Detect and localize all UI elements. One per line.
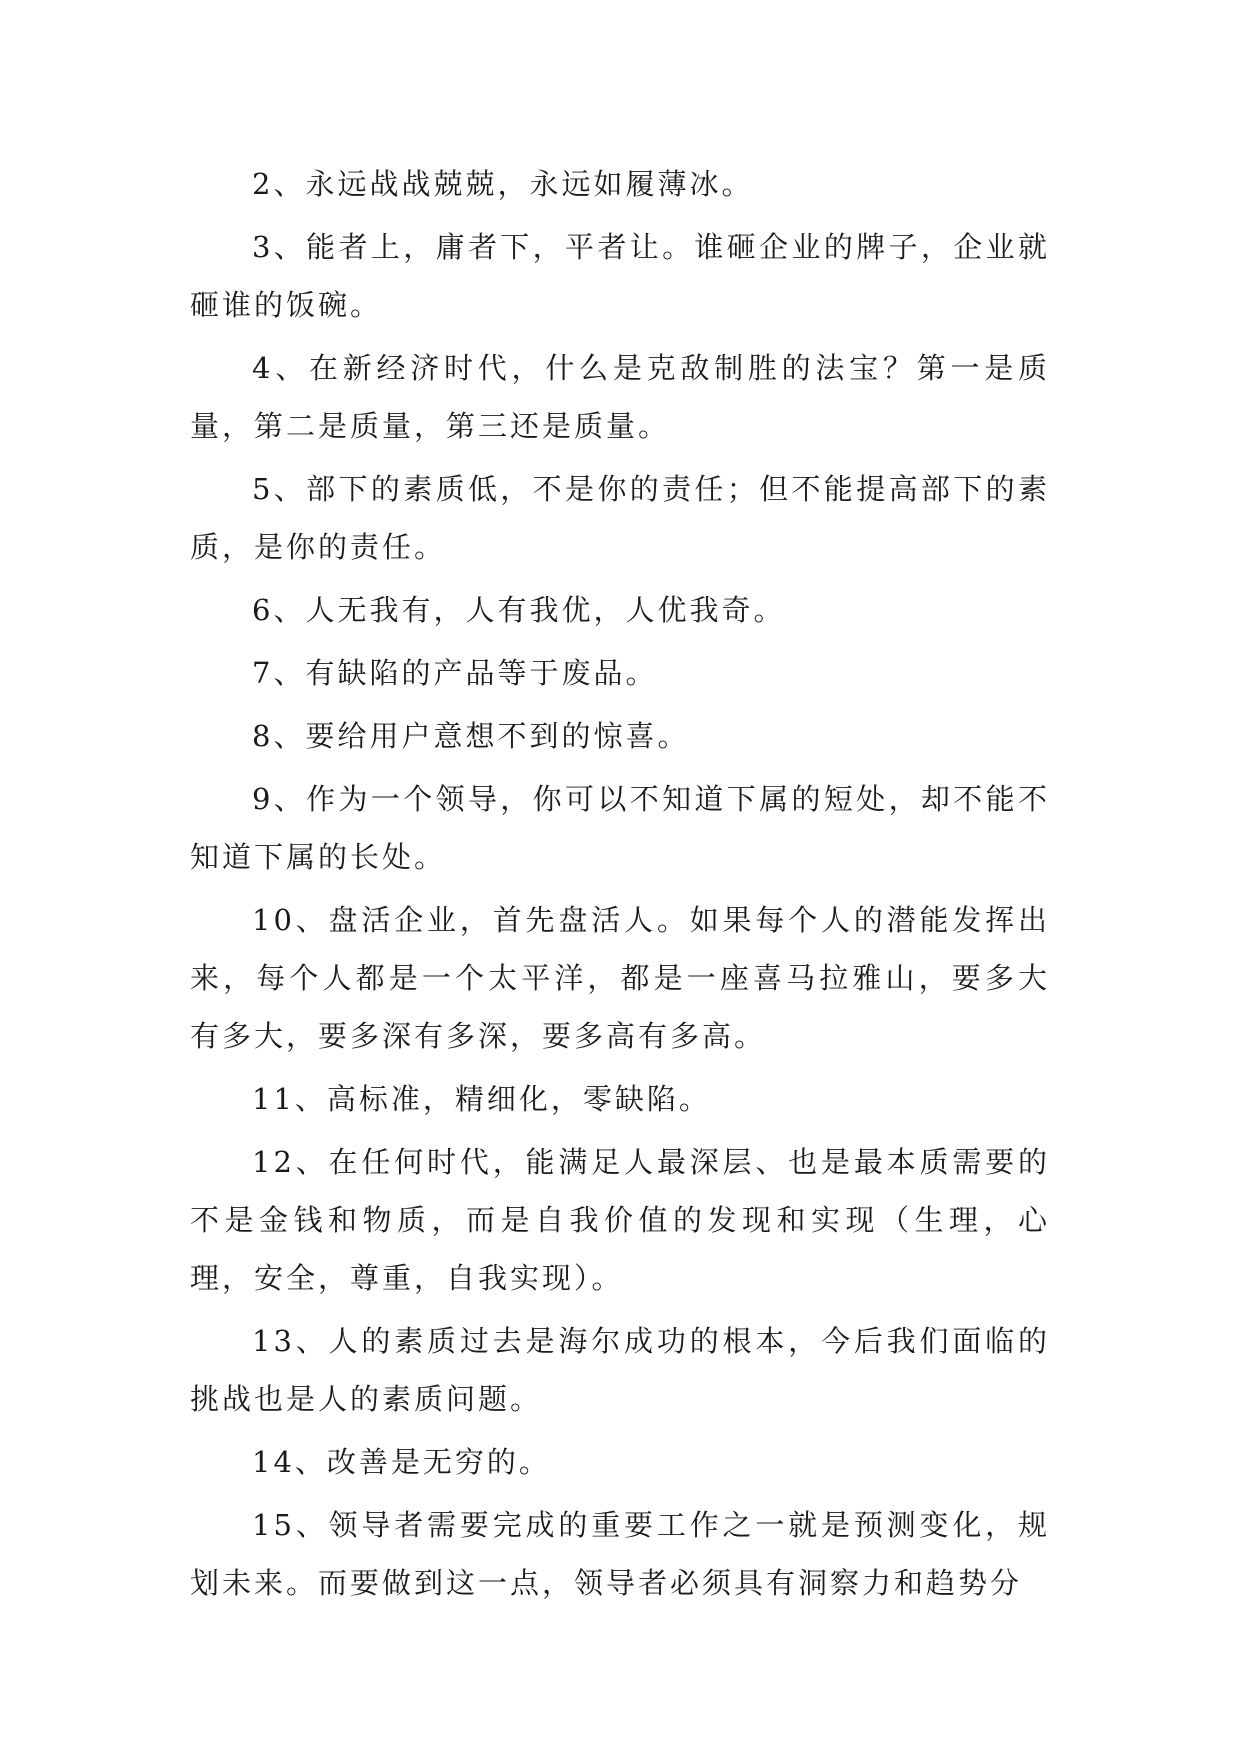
paragraph-10: 10、盘活企业，首先盘活人。如果每个人的潜能发挥出来，每个人都是一个太平洋，都是一座喜马拉雅山，要多大有多大，要多深有多深，要多高有多高。 [190, 903, 1050, 1053]
paragraph-6: 6、人无我有，人有我优，人优我奇。 [252, 593, 786, 627]
paragraph-2: 2、永远战战兢兢，永远如履薄冰。 [252, 167, 754, 201]
paragraph-4: 4、在新经济时代，什么是克敌制胜的法宝？第一是质量，第二是质量，第三还是质量。 [190, 351, 1050, 443]
paragraph-14: 14、改善是无穷的。 [252, 1445, 551, 1479]
paragraph-9: 9、作为一个领导，你可以不知道下属的短处，却不能不知道下属的长处。 [190, 782, 1050, 874]
paragraph-15: 15、领导者需要完成的重要工作之一就是预测变化，规划未来。而要做到这一点，领导者必须具有洞察力和趋势分 [190, 1508, 1050, 1600]
paragraph-8: 8、要给用户意想不到的惊喜。 [252, 719, 690, 753]
paragraph-11: 11、高标准，精细化，零缺陷。 [252, 1082, 711, 1116]
paragraph-13: 13、人的素质过去是海尔成功的根本，今后我们面临的挑战也是人的素质问题。 [190, 1324, 1050, 1416]
paragraph-7: 7、有缺陷的产品等于废品。 [252, 656, 658, 690]
paragraph-3: 3、能者上，庸者下，平者让。谁砸企业的牌子，企业就砸谁的饭碗。 [190, 230, 1050, 322]
document-page [190, 155, 1050, 1617]
paragraph-5: 5、部下的素质低，不是你的责任；但不能提高部下的素质，是你的责任。 [190, 472, 1050, 564]
paragraph-12: 12、在任何时代，能满足人最深层、也是最本质需要的不是金钱和物质，而是自我价值的发现和实现（生理，心理，安全，尊重，自我实现）。 [190, 1145, 1050, 1295]
